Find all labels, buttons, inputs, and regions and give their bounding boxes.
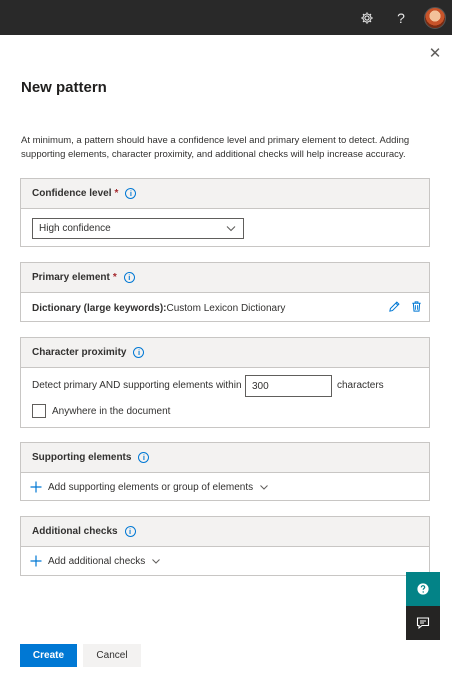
add-supporting-button[interactable] bbox=[29, 480, 269, 494]
cancel-button[interactable]: Cancel bbox=[83, 644, 141, 667]
confidence-dropdown[interactable] bbox=[32, 218, 244, 239]
confidence-section bbox=[20, 178, 430, 247]
dialog-title: New pattern bbox=[21, 79, 107, 96]
proximity-section bbox=[20, 337, 430, 428]
info-icon[interactable]: i bbox=[133, 347, 144, 358]
chevron-down-icon bbox=[151, 556, 161, 566]
dialog-intro: At minimum, a pattern should have a confidence level and primary element to detect. Adding supporting elements, character proximity, and additional checks will help increase accuracy. bbox=[21, 135, 410, 160]
chevron-down-icon bbox=[225, 222, 237, 234]
primary-element-row bbox=[32, 303, 285, 314]
proximity-unit: characters bbox=[337, 380, 384, 391]
primary-type-label: Dictionary (large keywords): bbox=[32, 303, 167, 314]
additional-heading: Additional checks bbox=[32, 526, 118, 537]
plus-icon bbox=[29, 480, 43, 494]
help-button[interactable] bbox=[384, 0, 418, 35]
top-bar bbox=[0, 0, 452, 35]
feedback-icon bbox=[416, 616, 430, 630]
anywhere-label: Anywhere in the document bbox=[52, 406, 171, 417]
supporting-section bbox=[20, 442, 430, 501]
avatar bbox=[424, 7, 446, 29]
info-icon[interactable]: i bbox=[138, 452, 149, 463]
close-icon: ✕ bbox=[428, 45, 442, 62]
gear-icon bbox=[360, 11, 374, 25]
supporting-header bbox=[21, 443, 429, 473]
info-icon[interactable]: i bbox=[124, 272, 135, 283]
edit-icon[interactable] bbox=[388, 300, 401, 313]
account-button[interactable] bbox=[418, 0, 452, 35]
settings-button[interactable] bbox=[350, 0, 384, 35]
add-supporting-label: Add supporting elements or group of elements bbox=[48, 481, 254, 493]
primary-value: Custom Lexicon Dictionary bbox=[166, 303, 286, 314]
proximity-heading: Character proximity bbox=[32, 347, 127, 358]
primary-header bbox=[21, 263, 429, 293]
feedback-fab-button[interactable] bbox=[406, 606, 440, 640]
proximity-label: Detect primary AND supporting elements within bbox=[32, 380, 242, 391]
info-icon[interactable]: i bbox=[125, 526, 136, 537]
proximity-input[interactable] bbox=[245, 375, 332, 397]
plus-icon bbox=[29, 554, 43, 568]
chevron-down-icon bbox=[259, 482, 269, 492]
primary-element-section bbox=[20, 262, 430, 322]
delete-icon[interactable] bbox=[410, 300, 423, 313]
create-button[interactable]: Create bbox=[20, 644, 77, 667]
proximity-header bbox=[21, 338, 429, 368]
help-fab-button[interactable] bbox=[406, 572, 440, 606]
anywhere-checkbox[interactable] bbox=[32, 404, 46, 418]
required-mark: * bbox=[112, 272, 117, 283]
primary-heading: Primary element bbox=[32, 272, 110, 283]
confidence-heading: Confidence level bbox=[32, 188, 112, 199]
info-icon[interactable]: i bbox=[125, 188, 136, 199]
required-mark: * bbox=[114, 188, 119, 199]
close-button[interactable] bbox=[426, 44, 444, 62]
help-circle-icon bbox=[416, 582, 430, 596]
supporting-heading: Supporting elements bbox=[32, 452, 132, 463]
confidence-selected-value: High confidence bbox=[39, 223, 111, 234]
add-additional-label: Add additional checks bbox=[48, 555, 146, 567]
confidence-header bbox=[21, 179, 429, 209]
add-additional-checks-button[interactable] bbox=[29, 554, 161, 568]
additional-checks-section bbox=[20, 516, 430, 576]
help-icon: ? bbox=[397, 9, 405, 26]
additional-header bbox=[21, 517, 429, 547]
